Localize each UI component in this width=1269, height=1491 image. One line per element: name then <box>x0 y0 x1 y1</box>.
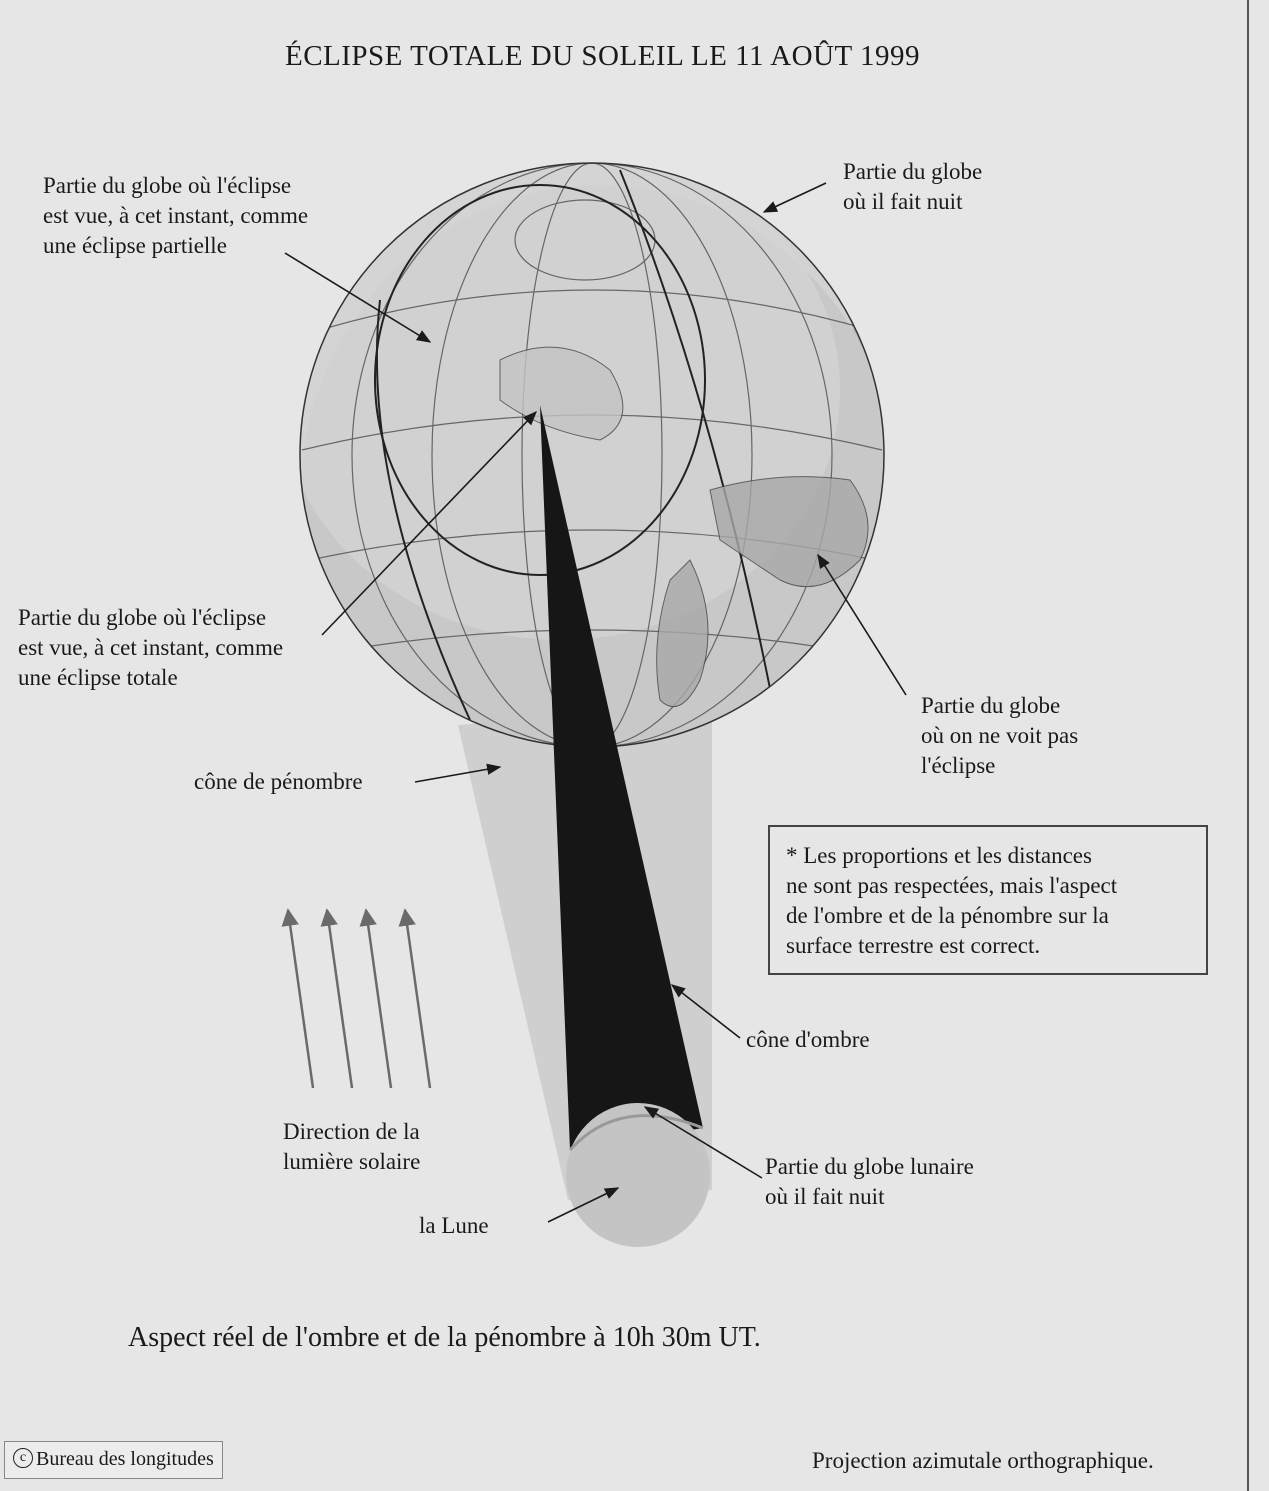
sunlight-arrow-2 <box>327 910 352 1088</box>
label-penumbra-cone: cône de pénombre <box>194 769 363 794</box>
page-edge-line <box>1247 0 1249 1491</box>
label-total-eclipse: Partie du globe où l'éclipse est vue, à cet instant, comme une éclipse totale <box>18 605 284 690</box>
label-moon: la Lune <box>419 1213 489 1238</box>
diagram-caption: Aspect réel de l'ombre et de la pénombre à 10h 30m UT. <box>128 1322 761 1353</box>
label-umbra-cone: cône d'ombre <box>746 1027 870 1052</box>
sunlight-arrows <box>288 910 430 1088</box>
sunlight-arrow-3 <box>366 910 391 1088</box>
sunlight-arrow-4 <box>405 910 430 1088</box>
label-sunlight-direction: Direction de la lumière solaire <box>283 1119 421 1174</box>
projection-note: Projection azimutale orthographique. <box>812 1448 1154 1473</box>
sunlight-arrow-1 <box>288 910 313 1088</box>
moon-disc <box>566 1103 710 1247</box>
label-no-eclipse: Partie du globe où on ne voit pas l'éclipse <box>921 693 1079 778</box>
pointer-no-eclipse <box>818 555 906 695</box>
label-moon-night: Partie du globe lunaire où il fait nuit <box>765 1154 974 1209</box>
diagram-title: ÉCLIPSE TOTALE DU SOLEIL LE 11 AOÛT 1999 <box>285 40 920 72</box>
proportions-note: * Les proportions et les distances ne sont pas respectées, mais l'aspect de l'ombre et de la pénombre sur la surface terrestre est correct. <box>768 825 1208 975</box>
copyright-icon: c <box>13 1448 33 1468</box>
label-partial-eclipse: Partie du globe où l'éclipse est vue, à cet instant, comme une éclipse partielle <box>43 173 309 258</box>
pointer-night <box>764 183 826 212</box>
copyright-notice: c Bureau des longitudes <box>4 1441 223 1479</box>
label-night-side: Partie du globe où il fait nuit <box>843 159 983 214</box>
